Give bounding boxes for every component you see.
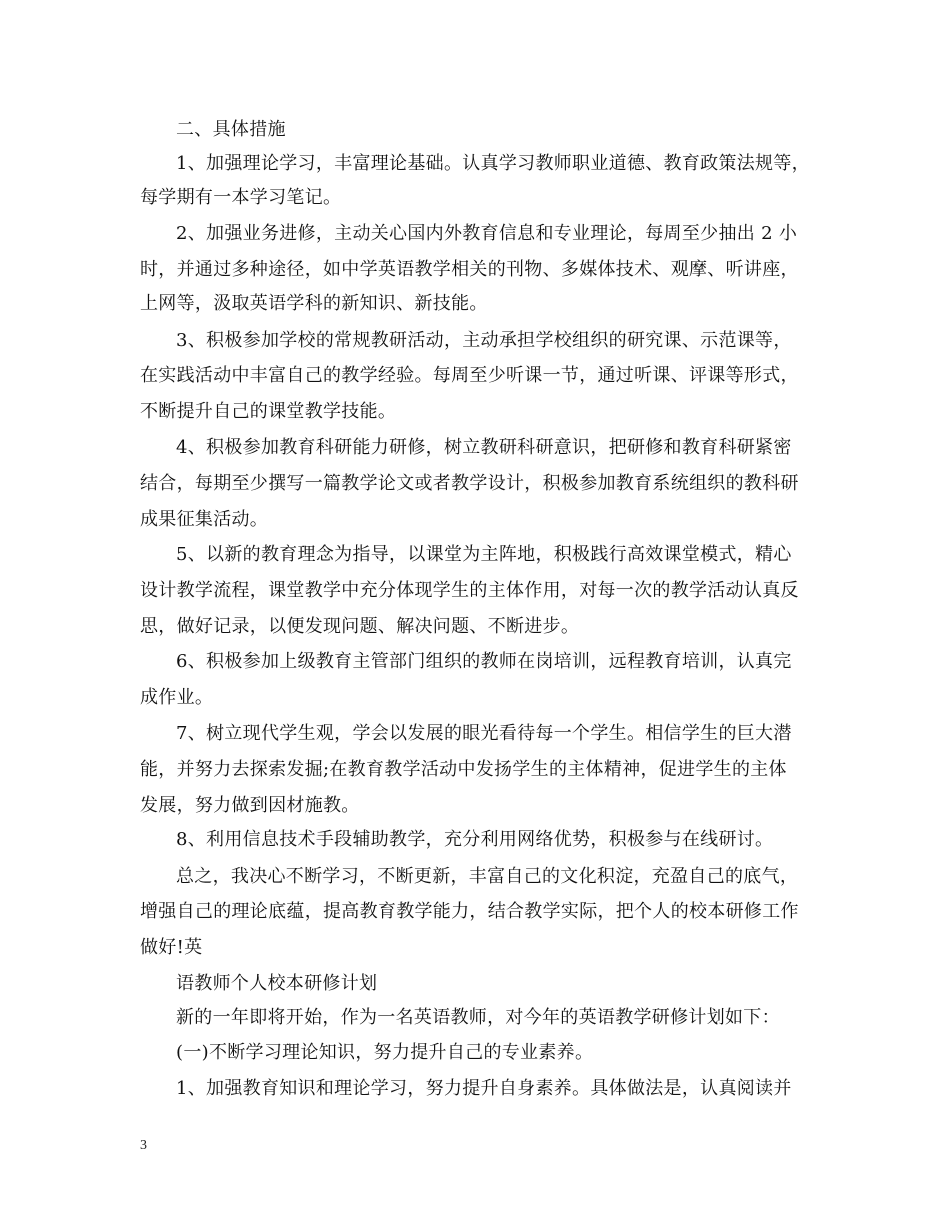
paragraph-line: 成作业。 <box>140 687 214 708</box>
paragraph-line: 4、积极参加教育科研能力研修，树立教研科研意识，把研修和教育科研紧密 <box>176 437 792 458</box>
paragraph-line: 做好!英 <box>140 937 203 958</box>
paragraph-line: 每学期有一本学习笔记。 <box>140 187 342 208</box>
paragraph-line: 结合，每期至少撰写一篇教学论文或者教学设计，积极参加教育系统组织的教科研 <box>140 473 799 494</box>
paragraph-line: 不断提升自己的课堂教学技能。 <box>140 401 397 422</box>
paragraph-line: 8、利用信息技术手段辅助教学，充分利用网络优势，积极参与在线研讨。 <box>176 829 774 850</box>
paragraph-line: 上网等，汲取英语学科的新知识、新技能。 <box>140 293 488 314</box>
paragraph-line: 时，并通过多种途径，如中学英语教学相关的刊物、多媒体技术、观摩、听讲座， <box>140 259 799 280</box>
paragraph-line: 思，做好记录，以便发现问题、解决问题、不断进步。 <box>140 616 580 637</box>
paragraph-line: 1、加强教育知识和理论学习，努力提升自身素养。具体做法是，认真阅读并 <box>176 1078 792 1099</box>
section-heading: 二、具体措施 <box>176 119 286 140</box>
paragraph-line: 1、加强理论学习，丰富理论基础。认真学习教师职业道德、教育政策法规等， <box>176 153 810 174</box>
paragraph-line: 发展，努力做到因材施教。 <box>140 795 360 816</box>
paragraph-line: (一)不断学习理论知识，努力提升自己的专业素养。 <box>176 1042 594 1063</box>
paragraph-line: 3、积极参加学校的常规教研活动，主动承担学校组织的研究课、示范课等， <box>176 330 792 351</box>
paragraph-line: 设计教学流程，课堂教学中充分体现学生的主体作用，对每一次的教学活动认真反 <box>140 580 799 601</box>
paragraph-line: 在实践活动中丰富自己的教学经验。每周至少听课一节，通过听课、评课等形式， <box>140 365 799 386</box>
paragraph-line: 5、以新的教育理念为指导，以课堂为主阵地，积极践行高效课堂模式，精心 <box>176 544 792 565</box>
paragraph-line: 总之，我决心不断学习，不断更新，丰富自己的文化积淀，充盈自己的底气， <box>176 866 799 887</box>
paragraph-line: 6、积极参加上级教育主管部门组织的教师在岗培训，远程教育培训，认真完 <box>176 651 792 672</box>
subheading-line: 语教师个人校本研修计划 <box>176 973 378 994</box>
page-number: 3 <box>140 1138 147 1153</box>
paragraph-line: 成果征集活动。 <box>140 509 269 530</box>
paragraph-line: 7、树立现代学生观，学会以发展的眼光看待每一个学生。相信学生的巨大潜 <box>176 723 792 744</box>
paragraph-line: 2、加强业务进修，主动关心国内外教育信息和专业理论，每周至少抽出 2 小 <box>176 223 798 244</box>
paragraph-line: 新的一年即将开始，作为一名英语教师，对今年的英语教学研修计划如下： <box>176 1007 780 1028</box>
paragraph-line: 增强自己的理论底蕴，提高教育教学能力，结合教学实际，把个人的校本研修工作 <box>140 901 799 922</box>
paragraph-line: 能，并努力去探索发掘;在教育教学活动中发扬学生的主体精神，促进学生的主体 <box>140 759 787 780</box>
